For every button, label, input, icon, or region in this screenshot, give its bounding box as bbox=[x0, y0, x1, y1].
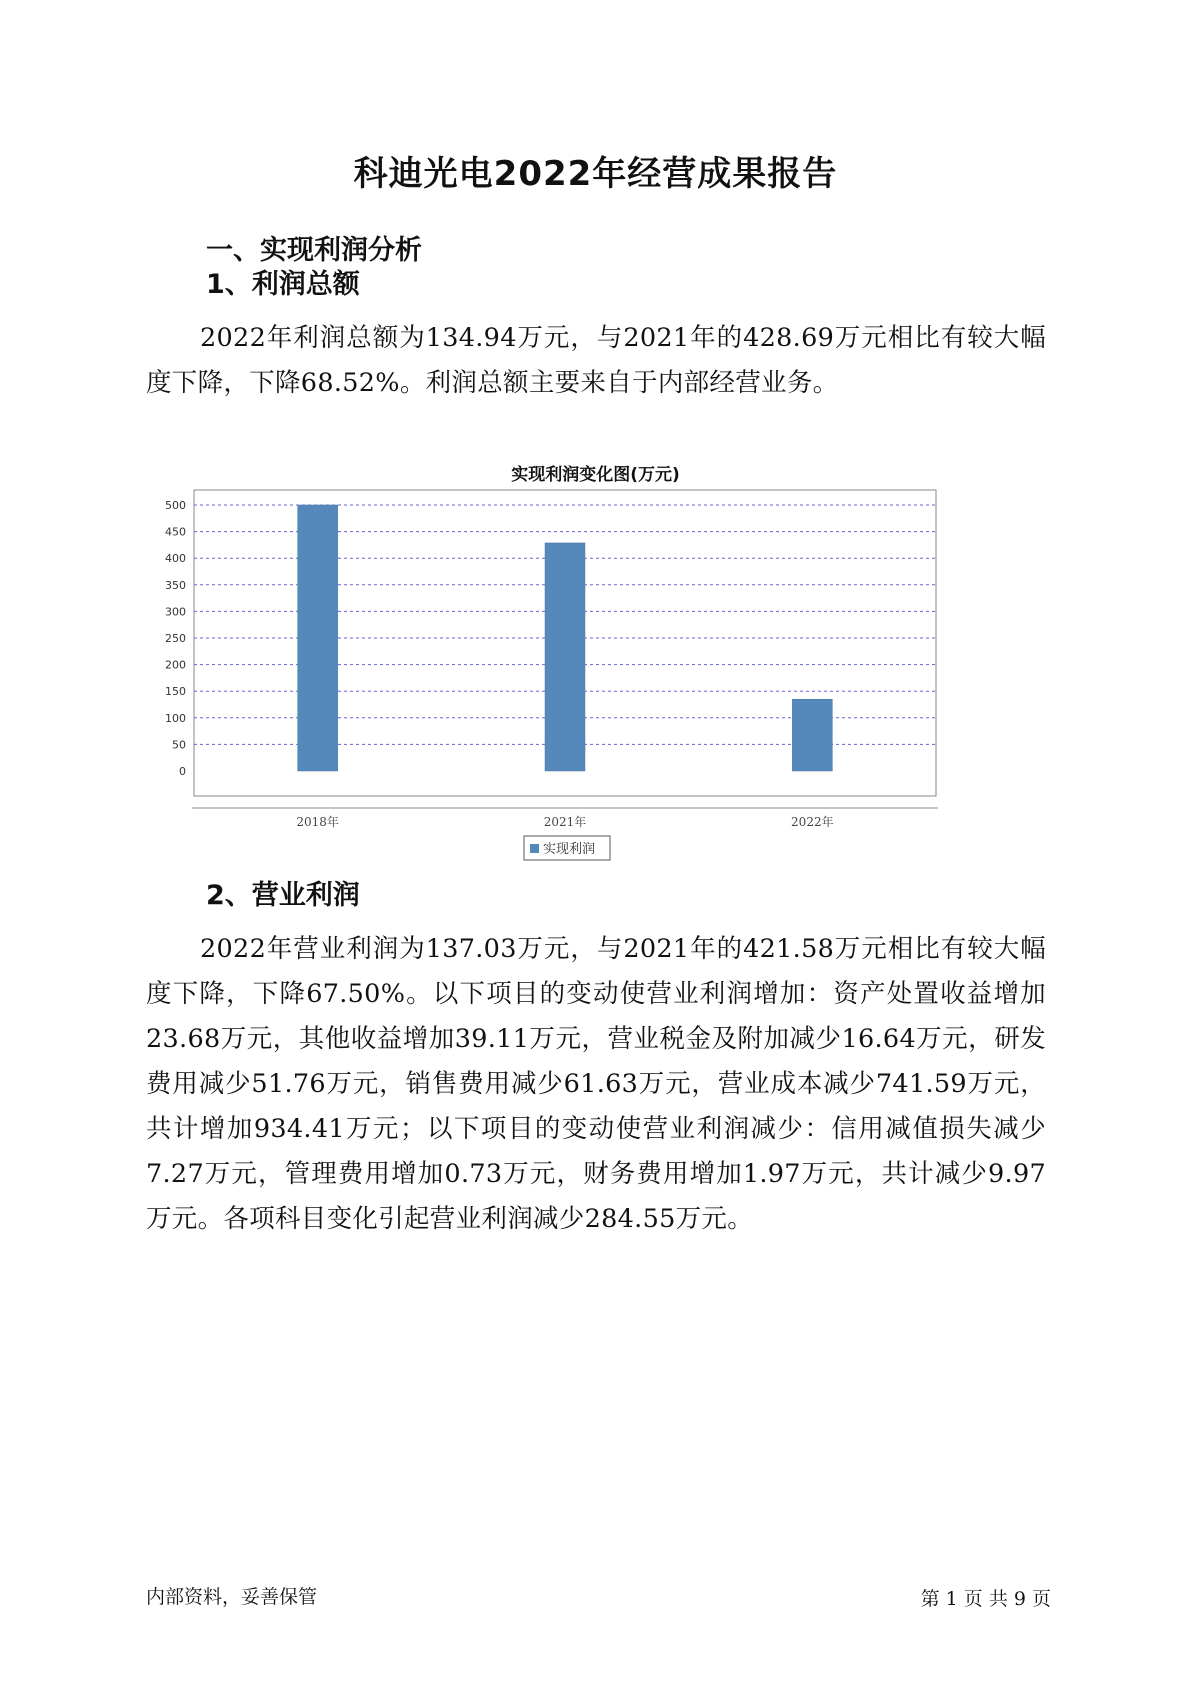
legend-swatch bbox=[530, 844, 539, 853]
footer-page-number: 第 1 页 共 9 页 bbox=[920, 1588, 1051, 1610]
section-heading: 一、实现利润分析 bbox=[206, 235, 422, 266]
y-tick-label: 100 bbox=[165, 711, 186, 725]
paragraph-profit-total: 2022年利润总额为134.94万元，与2021年的428.69万元相比有较大幅度下降，下降68.52%。利润总额主要来自于内部经营业务。 bbox=[146, 323, 1046, 398]
bar-2 bbox=[545, 543, 585, 771]
footer-confidential-note: 内部资料，妥善保管 bbox=[146, 1586, 318, 1608]
y-tick-label: 150 bbox=[165, 685, 186, 699]
x-tick-label: 2022年 bbox=[791, 815, 834, 829]
y-tick-label: 300 bbox=[165, 605, 186, 619]
bar-3 bbox=[792, 699, 832, 771]
y-tick-label: 0 bbox=[179, 765, 186, 778]
y-tick-label: 500 bbox=[165, 499, 186, 512]
x-tick-label: 2021年 bbox=[543, 815, 587, 829]
bar-1 bbox=[298, 505, 338, 771]
profit-bar-chart bbox=[165, 490, 1030, 910]
legend-label: 实现利润 bbox=[543, 842, 596, 857]
y-tick-label: 250 bbox=[165, 632, 186, 645]
y-tick-label: 400 bbox=[165, 552, 186, 566]
y-tick-label: 200 bbox=[165, 658, 186, 672]
document-title: 科迪光电2022年经营成果报告 bbox=[353, 154, 838, 194]
y-tick-label: 350 bbox=[165, 578, 186, 592]
y-tick-label: 50 bbox=[172, 738, 186, 752]
chart-title: 实现利润变化图(万元) bbox=[511, 465, 680, 485]
x-tick-label: 2018年 bbox=[296, 815, 339, 829]
subsection-heading-profit-total: 1、利润总额 bbox=[206, 269, 360, 300]
paragraph-operating-profit: 2022年营业利润为137.03万元，与2021年的421.58万元相比有较大幅度下降，下降67.50%。以下项目的变动使营业利润增加：资产处置收益增加23.68万元，其他收益增加39.11万元，营业税金及附加减少16.64万元，研发费用减少51.76万元，销售费用减少61.63万元，营业成本减少741.59万元，共计增加934.41万元；以下项目的变动使营业利润减少：信用减值损失减少7.27万元，管理费用增加0.73万元，财务费用增加1.97万元，共计减少9.97万元。各项科目变化引起营业利润减少284.55万元。 bbox=[146, 934, 1046, 1234]
subsection-heading-operating-profit: 2、营业利润 bbox=[206, 880, 360, 911]
y-tick-label: 450 bbox=[165, 525, 186, 539]
